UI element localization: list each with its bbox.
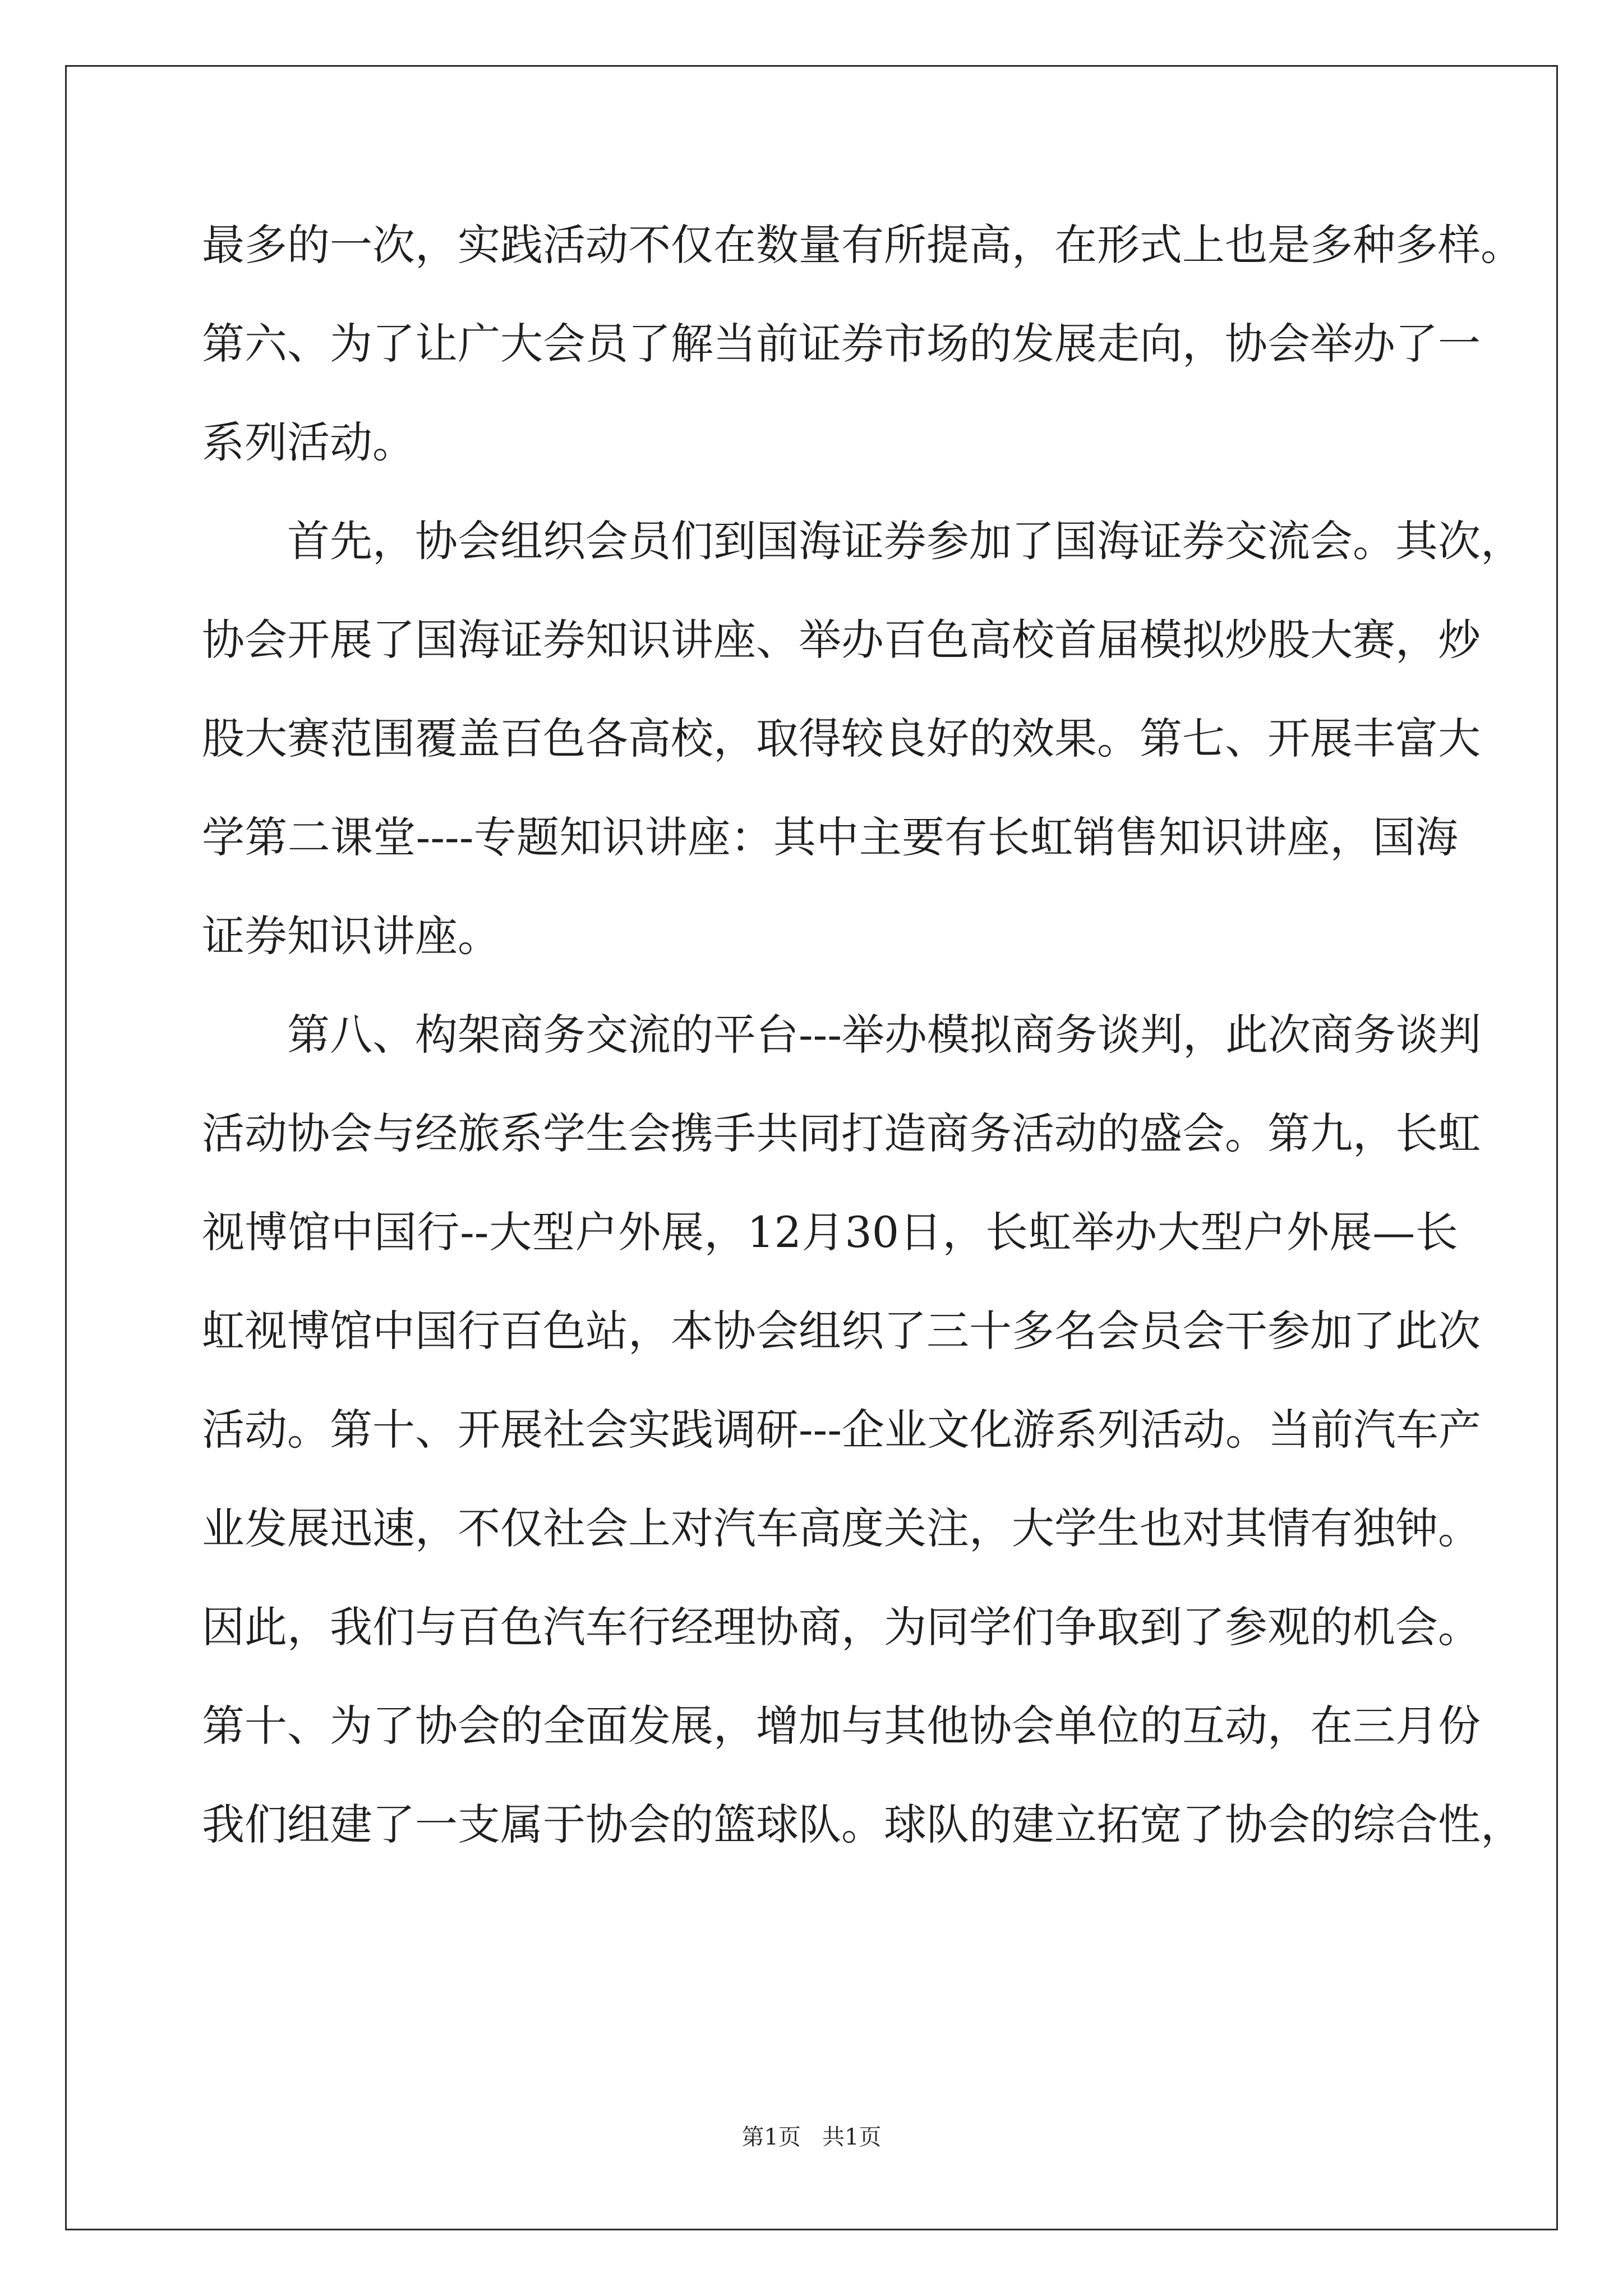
text-line: 第八、构架商务交流的平台---举办模拟商务谈判，此次商务谈判 — [287, 1010, 1482, 1060]
text-line: 首先，协会组织会员们到国海证券参加了国海证券交流会。其次， — [287, 516, 1523, 566]
text-line: 股大赛范围覆盖百色各高校，取得较良好的效果。第七、开展丰富大 — [202, 714, 1481, 763]
text-line: 虹视博馆中国行百色站，本协会组织了三十多名会员会干参加了此次 — [202, 1306, 1481, 1356]
text-line: 学第二课堂----专题知识讲座：其中主要有长虹销售知识讲座，国海 — [202, 812, 1458, 862]
text-line: 我们组建了一支属于协会的篮球队。球队的建立拓宽了协会的综合性， — [202, 1800, 1523, 1849]
text-line: 因此，我们与百色汽车行经理协商，为同学们争取到了参观的机会。 — [202, 1602, 1481, 1652]
text-line: 系列活动。 — [202, 417, 415, 467]
text-line: 第十、为了协会的全面发展，增加与其他协会单位的互动，在三月份 — [202, 1701, 1481, 1751]
text-line: 活动。第十、开展社会实践调研---企业文化游系列活动。当前汽车产 — [202, 1405, 1482, 1455]
text-line: 证券知识讲座。 — [202, 911, 500, 961]
text-line: 协会开展了国海证券知识讲座、举办百色高校首届模拟炒股大赛，炒 — [202, 615, 1481, 665]
text-line: 视博馆中国行--大型户外展，12月30日，长虹举办大型户外展—长 — [202, 1207, 1458, 1257]
page-footer: 第1页 共1页 — [741, 2124, 882, 2150]
text-line: 活动协会与经旅系学生会携手共同打造商务活动的盛会。第九，长虹 — [202, 1108, 1481, 1158]
text-line: 业发展迅速，不仅社会上对汽车高度关注，大学生也对其情有独钟。 — [202, 1503, 1481, 1553]
text-line: 第六、为了让广大会员了解当前证券市场的发展走向，协会举办了一 — [202, 319, 1481, 369]
text-line: 最多的一次，实践活动不仅在数量有所提高，在形式上也是多种多样。 — [202, 220, 1523, 270]
